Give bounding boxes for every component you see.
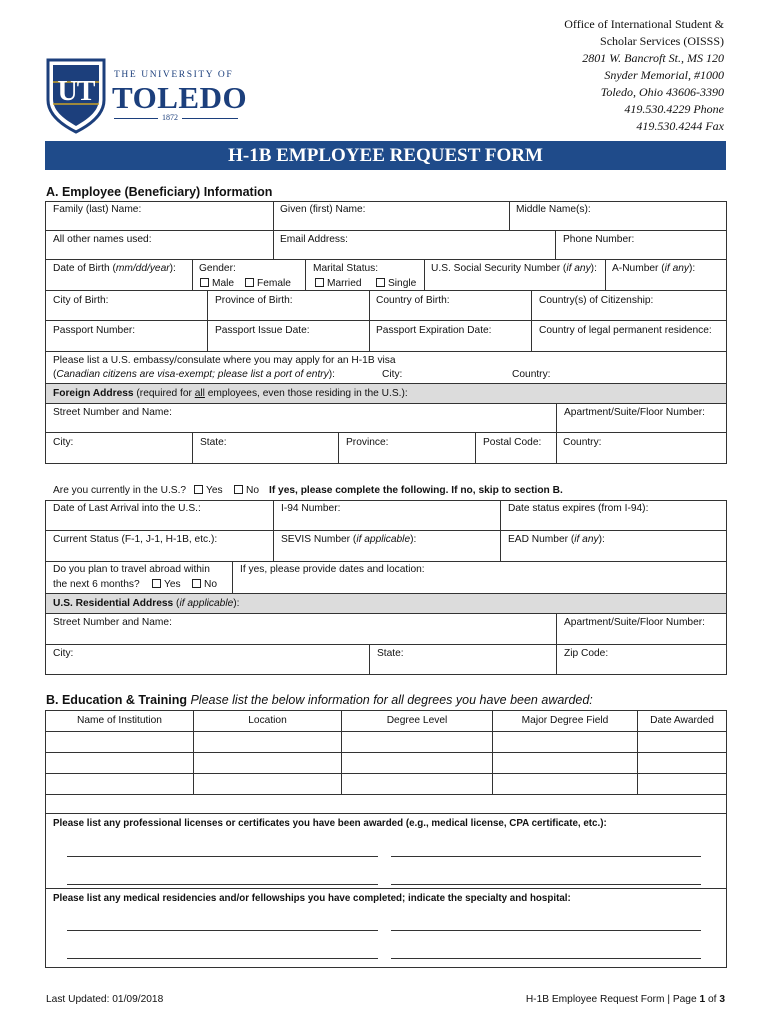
- table-cell[interactable]: [45, 773, 194, 795]
- foreign-province-label: Province:: [346, 437, 389, 448]
- anumber-label-prefix: A-Number (: [612, 263, 665, 274]
- foreign-apt-label: Apartment/Suite/Floor Number:: [564, 407, 705, 418]
- table-cell[interactable]: [492, 731, 638, 753]
- licenses-line[interactable]: [67, 884, 378, 885]
- foreign-country-label: Country:: [563, 437, 602, 448]
- anumber-label: [612, 263, 695, 274]
- embassy-open: (: [53, 369, 57, 380]
- travel-yes-option[interactable]: [152, 579, 181, 590]
- status-expires-label: Date status expires (from I-94):: [508, 503, 649, 514]
- us-residential-label: [53, 598, 240, 609]
- us-residential-bold: U.S. Residential Address: [53, 598, 174, 609]
- us-residential-italic: if applicable: [179, 598, 234, 609]
- table-cell[interactable]: [341, 773, 493, 795]
- table-spacer-row: [45, 794, 727, 814]
- table-cell[interactable]: [492, 752, 638, 774]
- foreign-address-rest1: (required for: [133, 388, 195, 399]
- male-checkbox[interactable]: [200, 278, 209, 287]
- gender-female-option[interactable]: [245, 278, 291, 289]
- table-cell[interactable]: [637, 773, 727, 795]
- in-us-no-checkbox[interactable]: [234, 485, 243, 494]
- us-state-label: State:: [377, 648, 404, 659]
- licenses-line[interactable]: [391, 884, 701, 885]
- table-cell[interactable]: [637, 752, 727, 774]
- table-cell[interactable]: [45, 731, 194, 753]
- licenses-line[interactable]: [67, 856, 378, 857]
- licenses-prompt: Please list any professional licenses or certificates you have been awarded (e.g., medical license, CPA certificate, etc.):: [53, 818, 607, 829]
- single-label: Single: [388, 278, 417, 289]
- ssn-label-prefix: U.S. Social Security Number (: [431, 263, 567, 274]
- province-birth-label: Province of Birth:: [215, 295, 293, 306]
- col-institution: Name of Institution: [77, 715, 162, 726]
- perm-residence-label: Country of legal permanent residence:: [539, 325, 712, 336]
- ead-prefix: EAD Number (: [508, 534, 575, 545]
- office-line: Office of International Student &: [564, 17, 724, 31]
- anumber-label-suffix: ):: [689, 263, 696, 274]
- last-updated: Last Updated: 01/09/2018: [46, 994, 164, 1005]
- married-label: Married: [327, 278, 362, 289]
- sevis-prefix: SEVIS Number (: [281, 534, 357, 545]
- dob-label: [53, 263, 176, 274]
- section-b-title-bold: B. Education & Training: [46, 693, 187, 707]
- travel-question-line1: Do you plan to travel abroad within: [53, 564, 210, 575]
- sevis-suffix: ):: [410, 534, 417, 545]
- office-line: Scholar Services (OISSS): [600, 34, 724, 48]
- ead-label: [508, 534, 605, 545]
- embassy-close: ):: [328, 369, 336, 380]
- table-cell[interactable]: [341, 752, 493, 774]
- i94-label: I-94 Number:: [281, 503, 341, 514]
- single-checkbox[interactable]: [376, 278, 385, 287]
- foreign-city-label: City:: [53, 437, 74, 448]
- ssn-label-italic: if any: [566, 263, 591, 274]
- page-of: of: [705, 994, 720, 1005]
- address-line: 419.530.4244 Fax: [636, 119, 724, 133]
- residencies-line[interactable]: [67, 930, 378, 931]
- embassy-country-label: Country:: [512, 369, 551, 380]
- us-street-label: Street Number and Name:: [53, 617, 172, 628]
- marital-married-option[interactable]: [315, 278, 362, 289]
- licenses-line[interactable]: [391, 856, 701, 857]
- female-checkbox[interactable]: [245, 278, 254, 287]
- sevis-label: [281, 534, 416, 545]
- col-major: Major Degree Field: [521, 715, 609, 726]
- ssn-label: [431, 263, 597, 274]
- ead-suffix: ):: [598, 534, 605, 545]
- country-birth-label: Country of Birth:: [376, 295, 450, 306]
- yes-label: Yes: [164, 579, 181, 590]
- foreign-address-bold: Foreign Address: [53, 388, 134, 399]
- office-block: [564, 16, 724, 135]
- table-cell[interactable]: [341, 731, 493, 753]
- married-checkbox[interactable]: [315, 278, 324, 287]
- travel-dates-label: If yes, please provide dates and location:: [240, 564, 425, 575]
- logo-rule: [182, 118, 238, 119]
- gender-male-option[interactable]: [200, 278, 234, 289]
- marital-single-option[interactable]: [376, 278, 416, 289]
- marital-label: Marital Status:: [313, 263, 379, 274]
- ssn-label-suffix: ):: [590, 263, 597, 274]
- table-cell[interactable]: [637, 731, 727, 753]
- page-number: 1: [699, 994, 706, 1005]
- yes-label: Yes: [206, 485, 223, 496]
- anumber-label-italic: if any: [664, 263, 690, 274]
- email-label: Email Address:: [280, 234, 348, 245]
- address-line: 2801 W. Bancroft St., MS 120: [582, 51, 724, 65]
- travel-yes-checkbox[interactable]: [152, 579, 161, 588]
- table-cell[interactable]: [193, 731, 342, 753]
- page-total: 3: [719, 994, 725, 1005]
- travel-question-line2: the next 6 months?: [53, 579, 140, 590]
- ead-italic: if any: [574, 534, 599, 545]
- us-city-field[interactable]: [45, 644, 370, 675]
- foreign-state-label: State:: [200, 437, 227, 448]
- other-names-label: All other names used:: [53, 234, 152, 245]
- table-cell[interactable]: [45, 752, 194, 774]
- table-cell[interactable]: [193, 773, 342, 795]
- table-cell[interactable]: [492, 773, 638, 795]
- embassy-note: Canadian citizens are visa-exempt; please list a port of entry: [56, 369, 329, 380]
- page-prefix: H-1B Employee Request Form | Page: [525, 994, 700, 1005]
- dob-label-suffix: ):: [169, 263, 176, 274]
- given-name-label: Given (first) Name:: [280, 204, 366, 215]
- page-indicator: [526, 994, 725, 1005]
- passport-number-label: Passport Number:: [53, 325, 136, 336]
- travel-no-checkbox[interactable]: [192, 579, 201, 588]
- embassy-line1: Please list a U.S. embassy/consulate where you may apply for an H-1B visa: [53, 355, 396, 366]
- family-name-label: Family (last) Name:: [53, 204, 142, 215]
- address-line: Toledo, Ohio 43606-3390: [600, 85, 724, 99]
- in-us-question: Are you currently in the U.S.?: [53, 485, 187, 496]
- table-cell[interactable]: [193, 752, 342, 774]
- foreign-postal-label: Postal Code:: [483, 437, 542, 448]
- us-apt-label: Apartment/Suite/Floor Number:: [564, 617, 705, 628]
- dob-format: mm/dd/year: [115, 263, 170, 274]
- in-us-no-option[interactable]: [234, 485, 259, 496]
- col-degree-level: Degree Level: [386, 715, 448, 726]
- no-label: No: [246, 485, 260, 496]
- residencies-prompt: Please list any medical residencies and/or fellowships you have completed; indicate the specialty and hospital:: [53, 893, 571, 904]
- dob-label-prefix: Date of Birth (: [53, 263, 116, 274]
- current-status-label: Current Status (F-1, J-1, H-1B, etc.):: [53, 534, 218, 545]
- residencies-line[interactable]: [67, 958, 378, 959]
- us-residential-open: (: [173, 598, 180, 609]
- shield-text: UT: [57, 76, 95, 107]
- foreign-address-rest2: employees, even those residing in the U.S.):: [204, 388, 408, 399]
- city-birth-label: City of Birth:: [53, 295, 109, 306]
- last-arrival-label: Date of Last Arrival into the U.S.:: [53, 503, 201, 514]
- us-city-label: City:: [53, 648, 74, 659]
- foreign-street-label: Street Number and Name:: [53, 407, 172, 418]
- no-label: No: [204, 579, 218, 590]
- logo-name: TOLEDO: [112, 80, 248, 115]
- address-line: 419.530.4229 Phone: [624, 102, 724, 116]
- logo-pre-text: THE UNIVERSITY OF: [114, 70, 234, 80]
- passport-exp-label: Passport Expiration Date:: [376, 325, 492, 336]
- university-logo: [44, 56, 248, 136]
- passport-issue-label: Passport Issue Date:: [215, 325, 310, 336]
- male-label: Male: [212, 278, 235, 289]
- female-label: Female: [257, 278, 291, 289]
- logo-rule: [114, 118, 158, 119]
- middle-name-label: Middle Name(s):: [516, 204, 591, 215]
- foreign-address-all: all: [194, 388, 205, 399]
- section-a-title: A. Employee (Beneficiary) Information: [46, 185, 273, 199]
- in-us-yes-checkbox[interactable]: [194, 485, 203, 494]
- in-us-yes-option[interactable]: [194, 485, 223, 496]
- form-title: H-1B EMPLOYEE REQUEST FORM: [228, 145, 543, 166]
- section-b-title: [46, 693, 593, 707]
- section-b-title-italic: Please list the below information for all degrees you have been awarded:: [186, 693, 593, 707]
- us-residential-close: ):: [233, 598, 240, 609]
- address-line: Snyder Memorial, #1000: [604, 68, 724, 82]
- travel-no-option[interactable]: [192, 579, 217, 590]
- us-zip-label: Zip Code:: [564, 648, 609, 659]
- sevis-italic: if applicable: [356, 534, 411, 545]
- in-us-note: If yes, please complete the following. If no, skip to section B.: [269, 485, 563, 496]
- col-date-awarded: Date Awarded: [650, 715, 714, 726]
- embassy-line2: [53, 369, 335, 380]
- residencies-line[interactable]: [391, 958, 701, 959]
- gender-label: Gender:: [199, 263, 236, 274]
- embassy-city-label: City:: [382, 369, 403, 380]
- foreign-address-label: [53, 388, 408, 399]
- phone-label: Phone Number:: [563, 234, 635, 245]
- residencies-line[interactable]: [391, 930, 701, 931]
- citizenship-label: Country(s) of Citizenship:: [539, 295, 654, 306]
- col-location: Location: [248, 715, 287, 726]
- logo-year: 1872: [162, 113, 178, 122]
